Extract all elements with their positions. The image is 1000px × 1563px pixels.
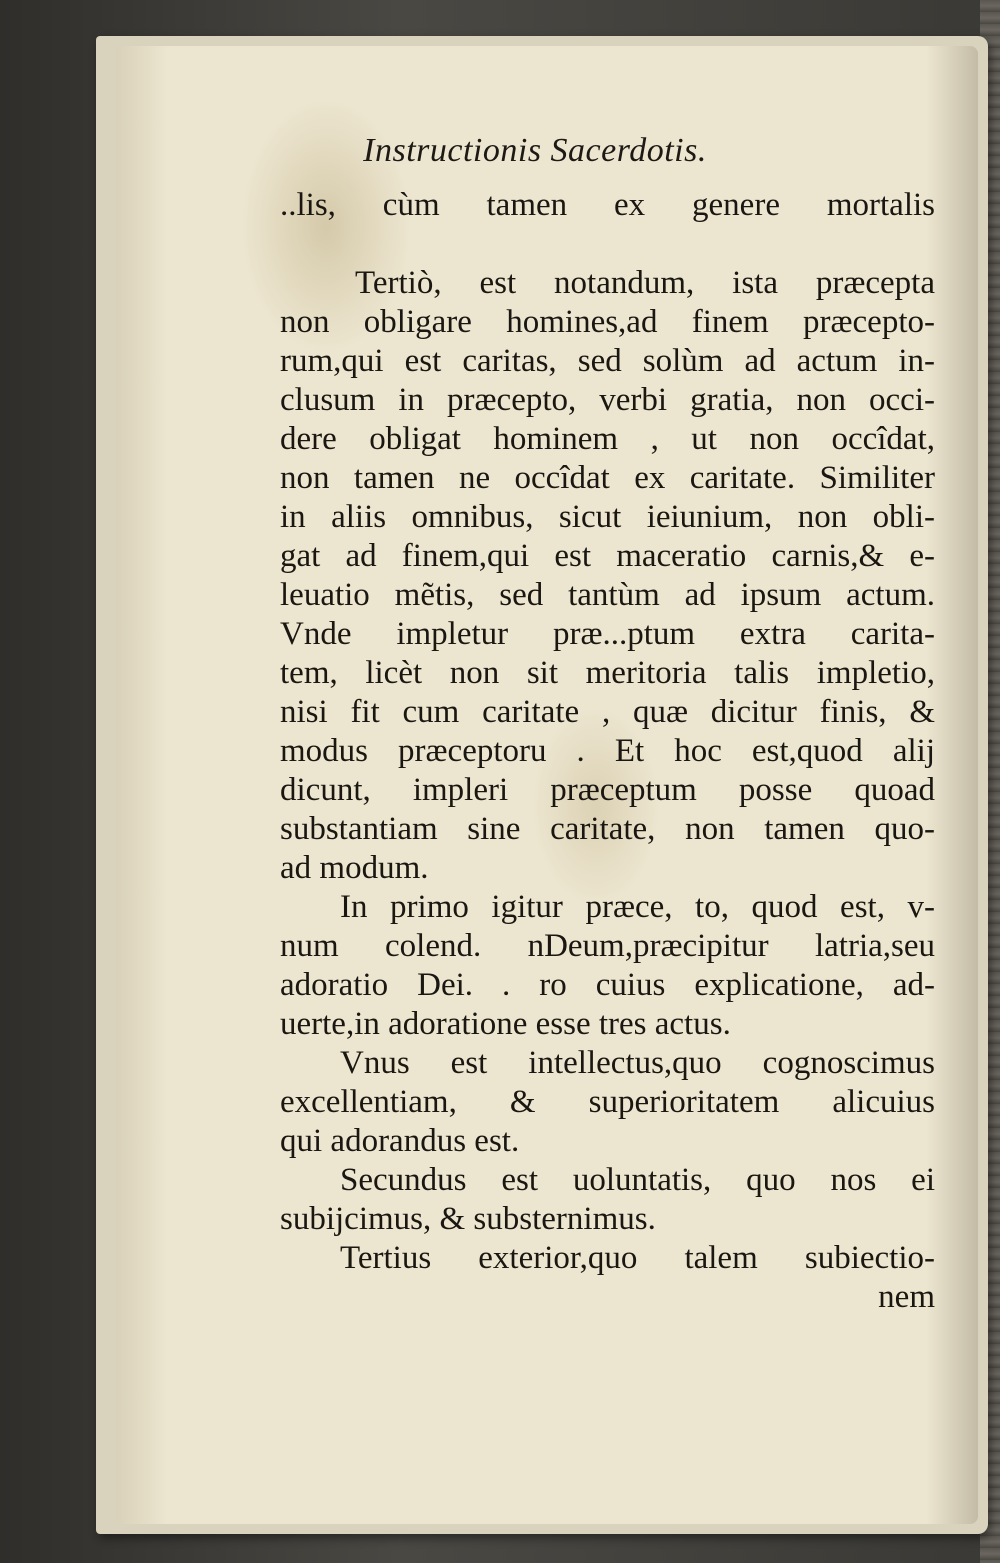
text-line: clusum in præcepto, verbi gratia, non occi- — [280, 382, 935, 418]
text-line: ..lis, cùm tamen ex genere mortalis — [280, 187, 935, 223]
text-line: rum,qui est caritas, sed solùm ad actum in- — [280, 343, 935, 379]
text-line: gat ad finem,qui est maceratio carnis,& e- — [280, 538, 935, 574]
text-line: non obligare homines,ad finem præcepto- — [280, 304, 935, 340]
text-line: Tertius exterior,quo talem subiectio- — [340, 1240, 935, 1276]
text-line: excellentiam, & superioritatem alicuius — [280, 1084, 935, 1120]
text-line: qui adorandus est. — [280, 1123, 520, 1159]
text-line: In primo igitur præce, to, quod est, v- — [340, 889, 935, 925]
catchword: nem — [878, 1279, 935, 1315]
text-line: nisi fit cum caritate , quæ dicitur finis, & — [280, 694, 935, 730]
text-line: Vnde impletur præ...ptum extra carita- — [280, 616, 935, 652]
text-line: adoratio Dei. . ro cuius explicatione, ad- — [280, 967, 935, 1003]
text-line: dicunt, impleri præceptum posse quoad — [280, 772, 935, 808]
running-head — [0, 132, 1000, 170]
text-line: tem, licèt non sit meritoria talis impletio, — [280, 655, 935, 691]
text-line: dere obligat hominem , ut non occîdat, — [280, 421, 935, 457]
text-line: uerte,in adoratione esse tres actus. — [280, 1006, 731, 1042]
text-line: subijcimus, & substernimus. — [280, 1201, 656, 1237]
text-line: in aliis omnibus, sicut ieiunium, non obli- — [280, 499, 935, 535]
text-line: non tamen ne occîdat ex caritate. Similiter — [280, 460, 935, 496]
text-block — [280, 186, 935, 1366]
text-line: Secundus est uoluntatis, quo nos ei — [340, 1162, 935, 1198]
text-line: num colend. nDeum,præcipitur latria,seu — [280, 928, 935, 964]
text-line: ad modum. — [280, 850, 429, 886]
text-line: leuatio mẽtis, sed tantùm ad ipsum actum. — [280, 577, 935, 613]
text-line: Vnus est intellectus,quo cognoscimus — [340, 1045, 935, 1081]
text-line: modus præceptoru . Et hoc est,quod alij — [280, 733, 935, 769]
text-line: Tertiò, est notandum, ista præcepta — [355, 265, 935, 301]
running-head-text: Instructionis Sacerdotis. — [363, 132, 707, 169]
text-line — [280, 225, 935, 264]
text-line: substantiam sine caritate, non tamen quo- — [280, 811, 935, 847]
